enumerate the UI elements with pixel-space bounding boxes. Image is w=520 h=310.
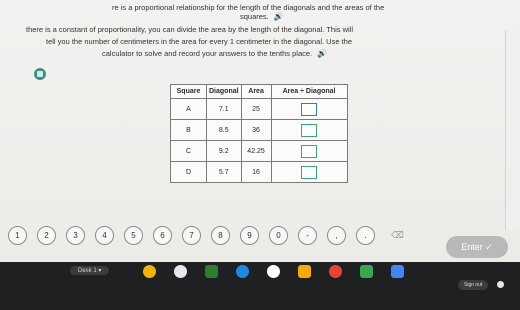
- cell-area: 36: [241, 120, 271, 141]
- slides-icon[interactable]: [298, 265, 311, 278]
- key-8[interactable]: 8: [211, 226, 230, 245]
- answer-input-a[interactable]: [301, 103, 317, 116]
- desk-switcher[interactable]: Desk 1 ▾: [70, 266, 109, 275]
- question-line-4: [46, 37, 352, 46]
- header-diagonal: Diagonal: [207, 85, 242, 99]
- key-comma[interactable]: ,: [327, 226, 346, 245]
- notepad-icon[interactable]: [34, 68, 46, 80]
- meet-icon[interactable]: [391, 265, 404, 278]
- key-2[interactable]: 2: [37, 226, 56, 245]
- answer-input-b[interactable]: [301, 124, 317, 137]
- classroom-icon[interactable]: [360, 265, 373, 278]
- ratio-table: [170, 84, 348, 183]
- chrome-icon[interactable]: [174, 265, 187, 278]
- cell-square: A: [171, 99, 207, 120]
- status-tray-icon[interactable]: [497, 281, 504, 288]
- cell-diagonal: 7.1: [207, 99, 242, 120]
- key-5[interactable]: 5: [124, 226, 143, 245]
- table-row: [171, 99, 348, 120]
- key-0[interactable]: 0: [269, 226, 288, 245]
- key-6[interactable]: 6: [153, 226, 172, 245]
- cell-diagonal: 8.5: [207, 120, 242, 141]
- answer-input-c[interactable]: [301, 145, 317, 158]
- question-text-5: calculator to solve and record your answers to the tenths place.: [102, 49, 313, 58]
- sign-out-button[interactable]: [458, 280, 488, 290]
- cell-square: D: [171, 162, 207, 183]
- question-text-2: squares.: [240, 12, 269, 21]
- desk-label: Desk 1: [78, 268, 97, 274]
- question-line-3: [26, 25, 353, 34]
- key-3[interactable]: 3: [66, 226, 85, 245]
- cell-square: C: [171, 141, 207, 162]
- enter-label: Enter ✓: [461, 241, 493, 252]
- files-icon[interactable]: [236, 265, 249, 278]
- table-row: [171, 120, 348, 141]
- backspace-icon[interactable]: ⌫: [391, 230, 404, 240]
- question-line-5: [102, 49, 327, 58]
- launcher-icon[interactable]: [143, 265, 156, 278]
- answer-input-d[interactable]: [301, 166, 317, 179]
- cell-square: B: [171, 120, 207, 141]
- header-area: Area: [241, 85, 271, 99]
- table-row: [171, 141, 348, 162]
- question-line-2: [240, 12, 284, 21]
- cell-area: 16: [241, 162, 271, 183]
- cell-ratio: [271, 99, 347, 120]
- audio-icon-2[interactable]: 🔊: [317, 49, 328, 58]
- key-decimal[interactable]: .: [356, 226, 375, 245]
- cell-area: 42.25: [241, 141, 271, 162]
- question-line-1: [112, 3, 384, 12]
- table-row: [171, 162, 348, 183]
- youtube-icon[interactable]: [329, 265, 342, 278]
- side-panel-edge: [505, 30, 520, 230]
- cell-ratio: [271, 120, 347, 141]
- table-header-row: [171, 85, 348, 99]
- question-text-3: there is a constant of proportionality, you can divide the area by the length of the diagonal. This will: [26, 25, 354, 34]
- key-9[interactable]: 9: [240, 226, 259, 245]
- header-ratio: Area ÷ Diagonal: [271, 85, 347, 99]
- key-4[interactable]: 4: [95, 226, 114, 245]
- sheets-icon[interactable]: [205, 265, 218, 278]
- cell-ratio: [271, 141, 347, 162]
- number-keypad: [6, 226, 516, 248]
- docs-icon[interactable]: [267, 265, 280, 278]
- header-square: Square: [171, 85, 207, 99]
- cell-area: 25: [241, 99, 271, 120]
- question-text-4: tell you the number of centimeters in the area for every 1 centimeter in the diagonal. Use the: [46, 37, 352, 46]
- key-7[interactable]: 7: [182, 226, 201, 245]
- enter-button[interactable]: [446, 236, 508, 258]
- question-text-1: re is a proportional relationship for the length of the diagonals and the areas of the: [112, 3, 385, 12]
- cell-ratio: [271, 162, 347, 183]
- key-minus[interactable]: -: [298, 226, 317, 245]
- cell-diagonal: 9.2: [207, 141, 242, 162]
- key-1[interactable]: 1: [8, 226, 27, 245]
- cell-diagonal: 5.7: [207, 162, 242, 183]
- sign-out-label: Sign out: [464, 282, 483, 288]
- audio-icon[interactable]: 🔊: [273, 12, 284, 21]
